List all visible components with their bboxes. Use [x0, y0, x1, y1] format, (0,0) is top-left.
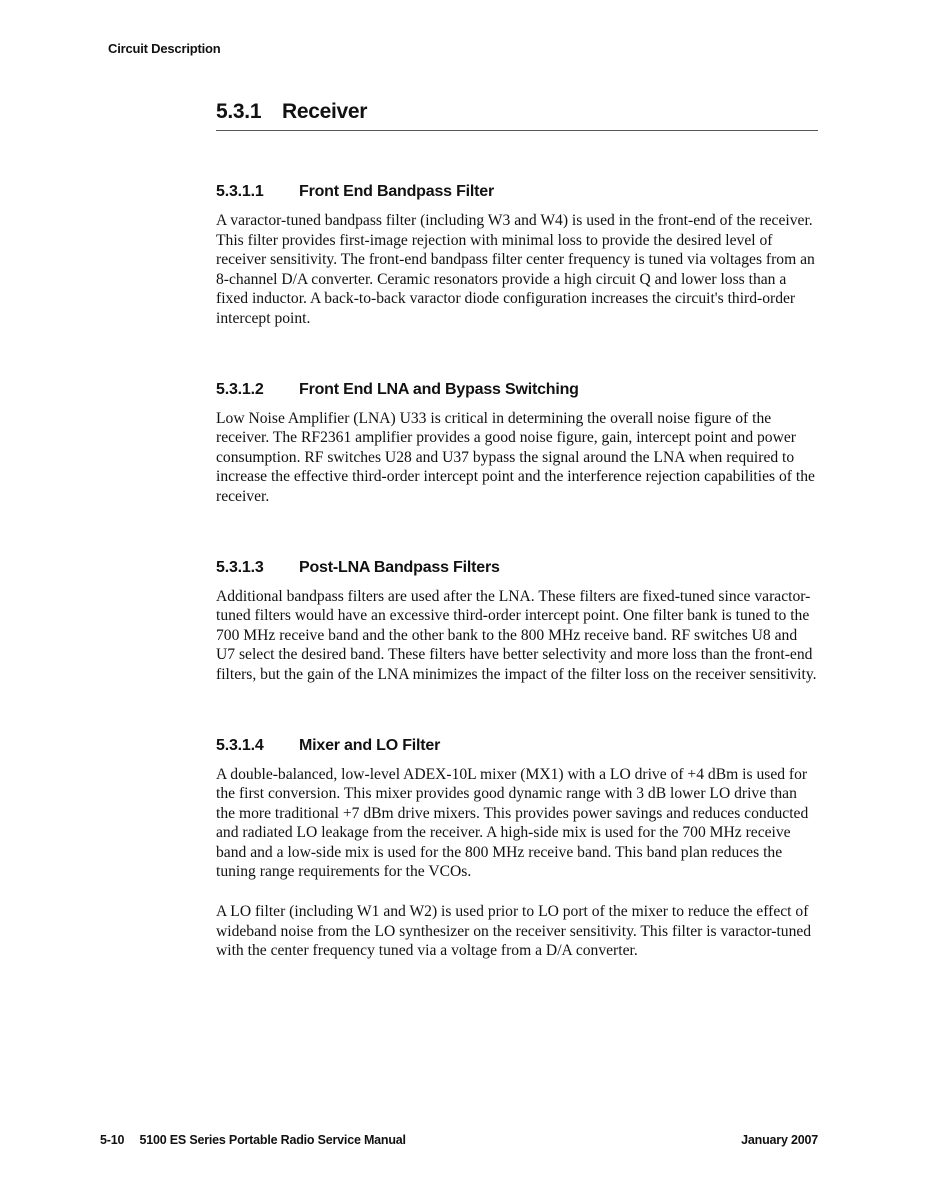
subsection-front-end-lna [216, 381, 818, 507]
subsection-title: Post-LNA Bandpass Filters [299, 558, 500, 576]
paragraph: A varactor-tuned bandpass filter (including W3 and W4) is used in the front-end of the receiver. This filter provides first-image rejection with minimal loss to provide the desired level of receiver sensitivity. The front-end bandpass filter center frequency is tuned via voltages from an 8-channel D/A converter. Ceramic resonators provide a high circuit Q and lower loss than a fixed inductor. A back-to-back varactor diode configuration increases the circuit's third-order intercept point. [216, 212, 815, 327]
page-footer [100, 1133, 818, 1147]
footer-left [100, 1133, 406, 1147]
subsection-number: 5.3.1.4 [216, 736, 264, 754]
paragraph: Low Noise Amplifier (LNA) U33 is critical in determining the overall noise figure of the receiver. The RF2361 amplifier provides a good noise figure, gain, intercept point and power consumption. RF switches U28 and U37 bypass the signal around the LNA when required to increase the effective third-order intercept point and the interference rejection capabilities of the receiver. [216, 409, 815, 505]
subsection-heading [216, 559, 818, 577]
publication-date: January 2007 [741, 1133, 818, 1147]
subsection-number: 5.3.1.1 [216, 183, 264, 200]
subsection-number: 5.3.1.3 [216, 558, 264, 576]
subsection-title: Mixer and LO Filter [299, 736, 441, 754]
manual-title: 5100 ES Series Portable Radio Service Manual [139, 1133, 406, 1147]
subsection-heading [216, 381, 818, 399]
subsection-heading [216, 737, 818, 755]
page-number: 5-10 [100, 1133, 125, 1147]
subsection-heading [216, 183, 818, 201]
paragraph: A LO filter (including W1 and W2) is used prior to LO port of the mixer to reduce the effect of wideband noise from the LO synthesizer on the receiver sensitivity. This filter is varactor-tuned with the center frequency tuned via a voltage from a D/A converter. [216, 903, 812, 960]
section-title: Receiver [282, 100, 368, 123]
subsection-title: Front End Bandpass Filter [299, 183, 495, 200]
page-content [216, 100, 818, 961]
subsection-number: 5.3.1.2 [216, 380, 264, 398]
section-number: 5.3.1 [216, 100, 262, 123]
section-heading [216, 100, 818, 131]
subsection-title: Front End LNA and Bypass Switching [299, 380, 579, 398]
paragraph: A double-balanced, low-level ADEX-10L mixer (MX1) with a LO drive of +4 dBm is used for the first conversion. This mixer provides good dynamic range with 3 dB lower LO drive than the more traditional +7 dBm drive mixers. This provides power savings and reduces conducted and radiated LO leakage from the receiver. A high-side mix is used for the 700 MHz receive band and a low-side mix is used for the 800 MHz receive band. This band plan reduces the tuning range requirements for the VCOs. [216, 765, 809, 881]
running-header: Circuit Description [108, 41, 221, 56]
subsection-post-lna-filters [216, 559, 818, 685]
paragraph: Additional bandpass filters are used after the LNA. These filters are fixed-tuned since varactor-tuned filters would have an excessive third-order intercept point. One filter bank is tuned to the 700 MHz receive band and the other bank to the 800 MHz receive band. RF switches U8 and U7 select the desired band. These filters have better selectivity and more loss than the front-end filters, but the gain of the LNA minimizes the impact of the filter loss on the receiver sensitivity. [216, 587, 817, 683]
subsection-mixer-lo-filter [216, 737, 818, 961]
subsection-front-end-bandpass-filter [216, 183, 818, 329]
